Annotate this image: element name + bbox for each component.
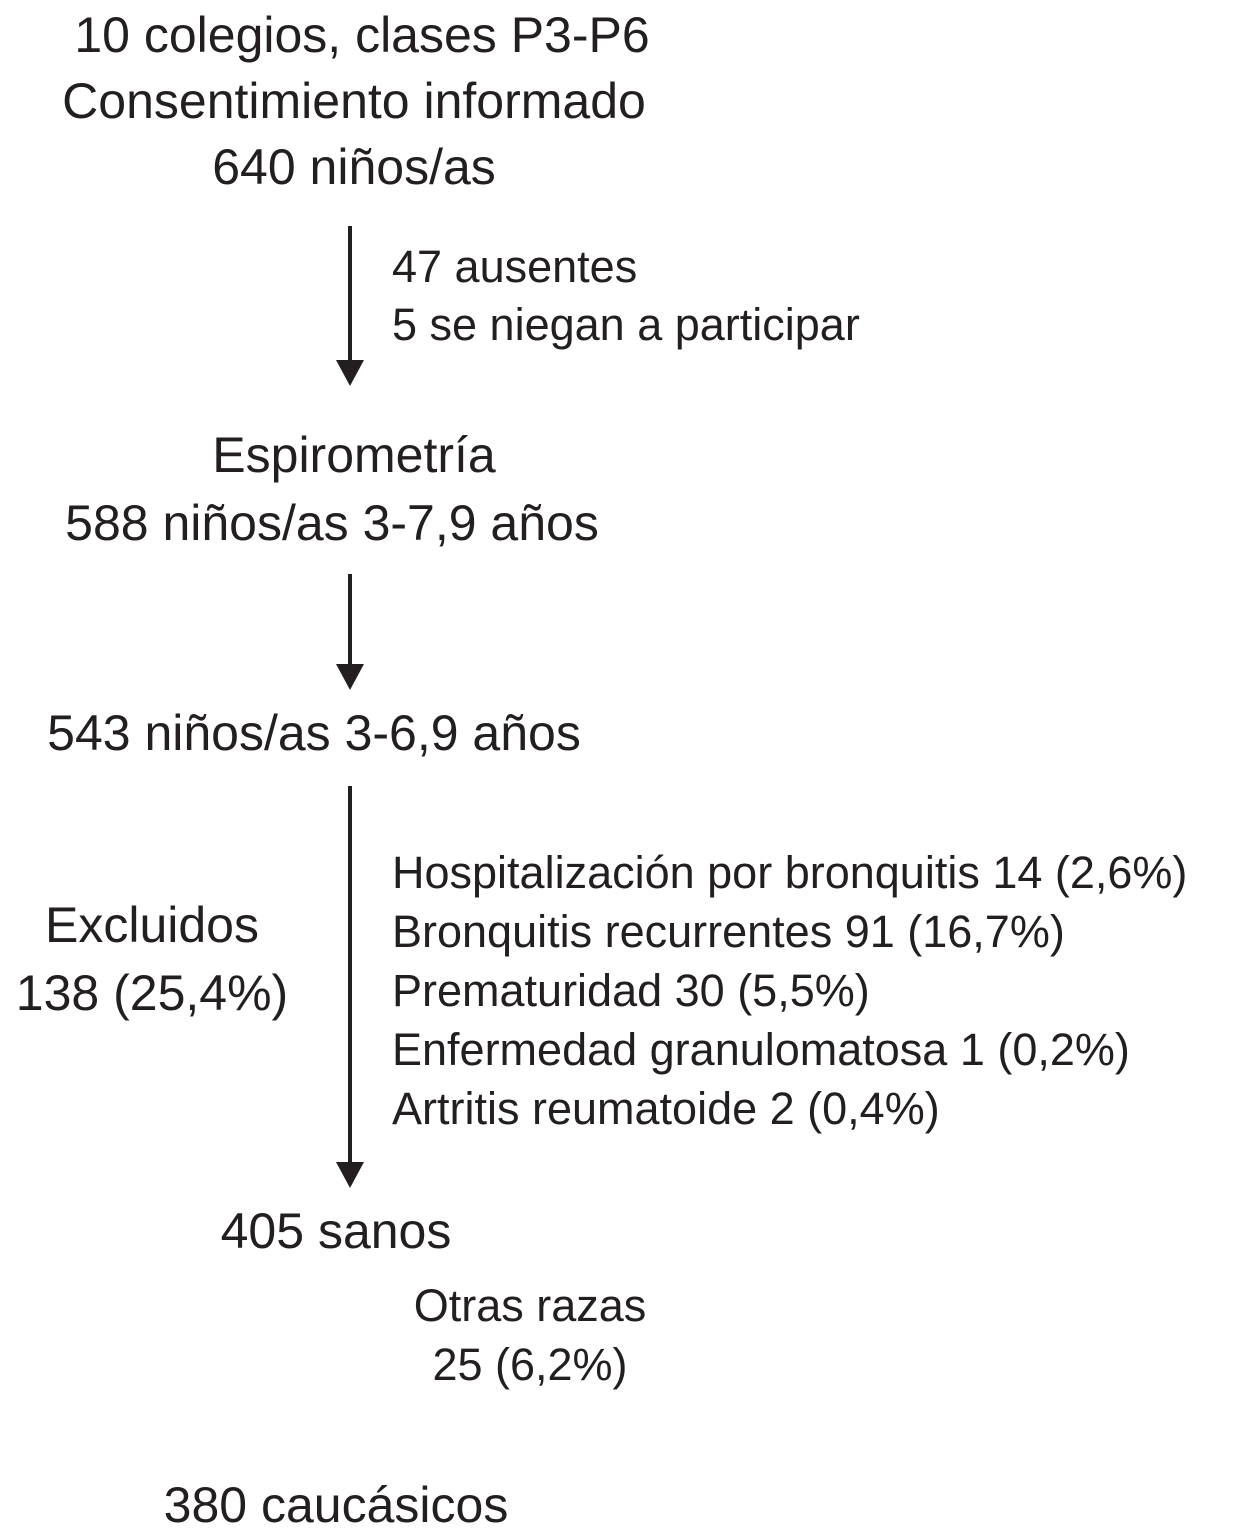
exclusion-reason: Enfermedad granulomatosa 1 (0,2%) (392, 1024, 1130, 1075)
arrow-2 (336, 574, 364, 690)
exclusion-reason: Prematuridad 30 (5,5%) (392, 965, 870, 1016)
excluded-label: Excluidos (45, 897, 259, 953)
top-line-schools: 10 colegios, clases P3-P6 (74, 7, 650, 63)
arrow-1 (336, 226, 364, 386)
refused-note: 5 se niegan a participar (392, 299, 860, 350)
top-line-children: 640 niños/as (212, 139, 496, 195)
caucasian-count: 380 caucásicos (163, 1477, 509, 1533)
arrow-3 (336, 786, 364, 1188)
exclusion-reason: Hospitalización por bronquitis 14 (2,6%) (392, 847, 1188, 898)
other-races-value: 25 (6,2%) (432, 1339, 628, 1390)
top-line-consent: Consentimiento informado (62, 73, 646, 129)
spirometry-label: Espirometría (212, 427, 496, 483)
absent-note: 47 ausentes (392, 241, 638, 292)
exclusion-reason: Artritis reumatoide 2 (0,4%) (392, 1083, 940, 1134)
healthy-count: 405 sanos (220, 1203, 452, 1259)
age-filter-count: 543 niños/as 3-6,9 años (47, 705, 581, 761)
exclusion-reason: Bronquitis recurrentes 91 (16,7%) (392, 906, 1065, 957)
other-races-label: Otras razas (413, 1280, 647, 1331)
excluded-value: 138 (25,4%) (15, 965, 289, 1021)
spirometry-count: 588 niños/as 3-7,9 años (65, 495, 599, 551)
